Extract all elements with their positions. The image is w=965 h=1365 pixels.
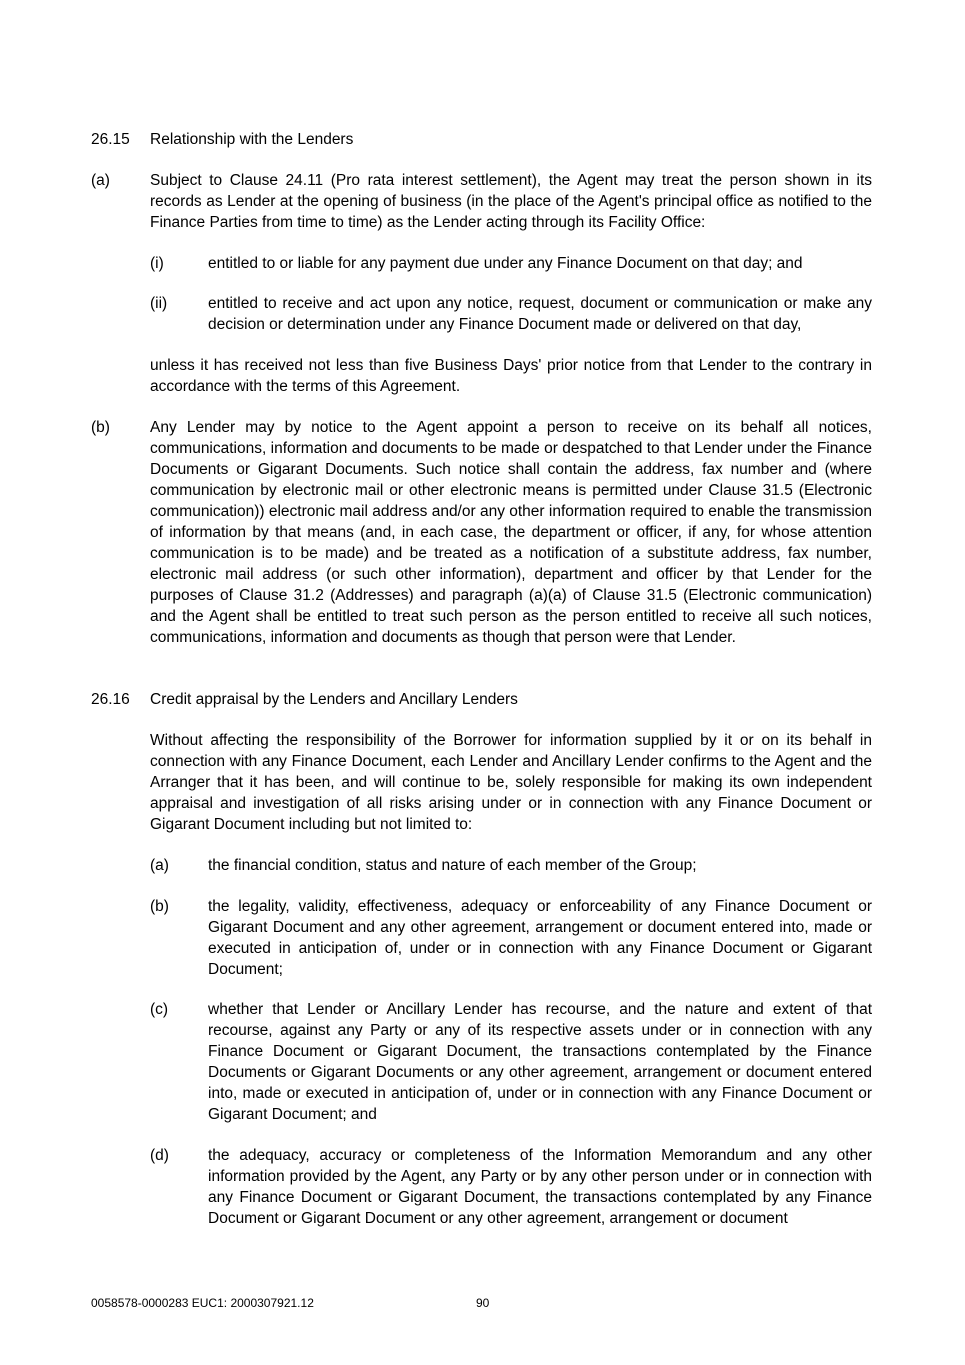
section-heading-26-16 <box>91 689 518 710</box>
footer-page-number: 90 <box>476 1296 490 1310</box>
list-item-marker-c: (c) <box>150 1001 169 1018</box>
section-number: 26.16 <box>91 691 130 708</box>
subparagraph-marker-ii: (ii) <box>150 295 168 312</box>
subparagraph-i-text: entitled to or liable for any payment due under any Finance Document on that day; and <box>208 255 803 272</box>
list-item-marker-b: (b) <box>150 898 169 915</box>
subparagraph-marker-i: (i) <box>150 255 164 272</box>
list-item-b-text: the legality, validity, effectiveness, adequacy or enforceability of any Finance Document or Gigarant Document and any other agreement, arrangement or document entered into, made or executed in anticipation of, under or in connection with any Finance Document or Gigarant Document; <box>208 898 872 978</box>
subparagraph-ii-text: entitled to receive and act upon any notice, request, document or communication or make any decision or determination under any Finance Document made or delivered on that day, <box>208 295 872 333</box>
paragraph-b-text: Any Lender may by notice to the Agent appoint a person to receive on its behalf all notices, communications, information and documents to be made or despatched to that Lender under the Finance Documents or Gigarant Documents. Such notice shall contain the address, fax number and (where communication by electronic mail or other electronic means is permitted under Clause 31.5 (Electronic communication)) electronic mail address and/or any other information required to enable the transmission of information by that means (and, in each case, the department or officer, if any, for whose attention communication is to be made) and be treated as a notification of a substitute address, fax number, electronic mail address (or such other information), department and officer by that Lender for the purposes of Clause 31.2 (Addresses) and paragraph (a)(a) of Clause 31.5 (Electronic communication) and the Agent shall be entitled to treat such person as the person entitled to receive all such notices, communications, information and documents as though that person were that Lender. <box>150 419 872 646</box>
paragraph-a-text: Subject to Clause 24.11 (Pro rata interest settlement), the Agent may treat the person shown in its records as Lender at the opening of business (in the place of the Agent's principal office as notified to the Finance Parties from time to time) as the Lender acting through its Facility Office: <box>150 172 872 231</box>
list-item-marker-a: (a) <box>150 857 169 874</box>
footer-reference: 0058578-0000283 EUC1: 2000307921.12 <box>91 1296 314 1310</box>
section-heading-26-15 <box>91 129 353 150</box>
section-title: Credit appraisal by the Lenders and Ancillary Lenders <box>150 691 518 708</box>
paragraph-marker-a: (a) <box>91 172 110 189</box>
list-item-c-text: whether that Lender or Ancillary Lender has recourse, and the nature and extent of that recourse, against any Party or any of its respective assets under or in connection with any Finance Document or Gigarant Document, the transactions contemplated by the Finance Documents or Gigarant Documents or any other agreement, arrangement or document entered into, made or executed in anticipation of, under or in connection with any Finance Document or Gigarant Document; and <box>208 1001 872 1123</box>
paragraph-a-closing: unless it has received not less than five Business Days' prior notice from that Lender to the contrary in accordance with the terms of this Agreement. <box>150 357 872 395</box>
paragraph-marker-b: (b) <box>91 419 110 436</box>
section-title: Relationship with the Lenders <box>150 131 354 148</box>
section-26-16-intro: Without affecting the responsibility of the Borrower for information supplied by it or on its behalf in connection with any Finance Document, each Lender and Ancillary Lender confirms to the Agent and the Arranger that it has been, and will continue to be, solely responsible for making its own independent appraisal and investigation of all risks arising under or in connection with any Finance Document or Gigarant Document including but not limited to: <box>150 732 872 833</box>
list-item-marker-d: (d) <box>150 1147 169 1164</box>
section-number: 26.15 <box>91 131 130 148</box>
list-item-d-text: the adequacy, accuracy or completeness of the Information Memorandum and any other information provided by the Agent, any Party or by any other person under or in connection with any Finance Document or Gigarant Document, the transactions contemplated by any Finance Document or Gigarant Document or any other agreement, arrangement or document <box>208 1147 872 1227</box>
list-item-a-text: the financial condition, status and nature of each member of the Group; <box>208 857 697 874</box>
